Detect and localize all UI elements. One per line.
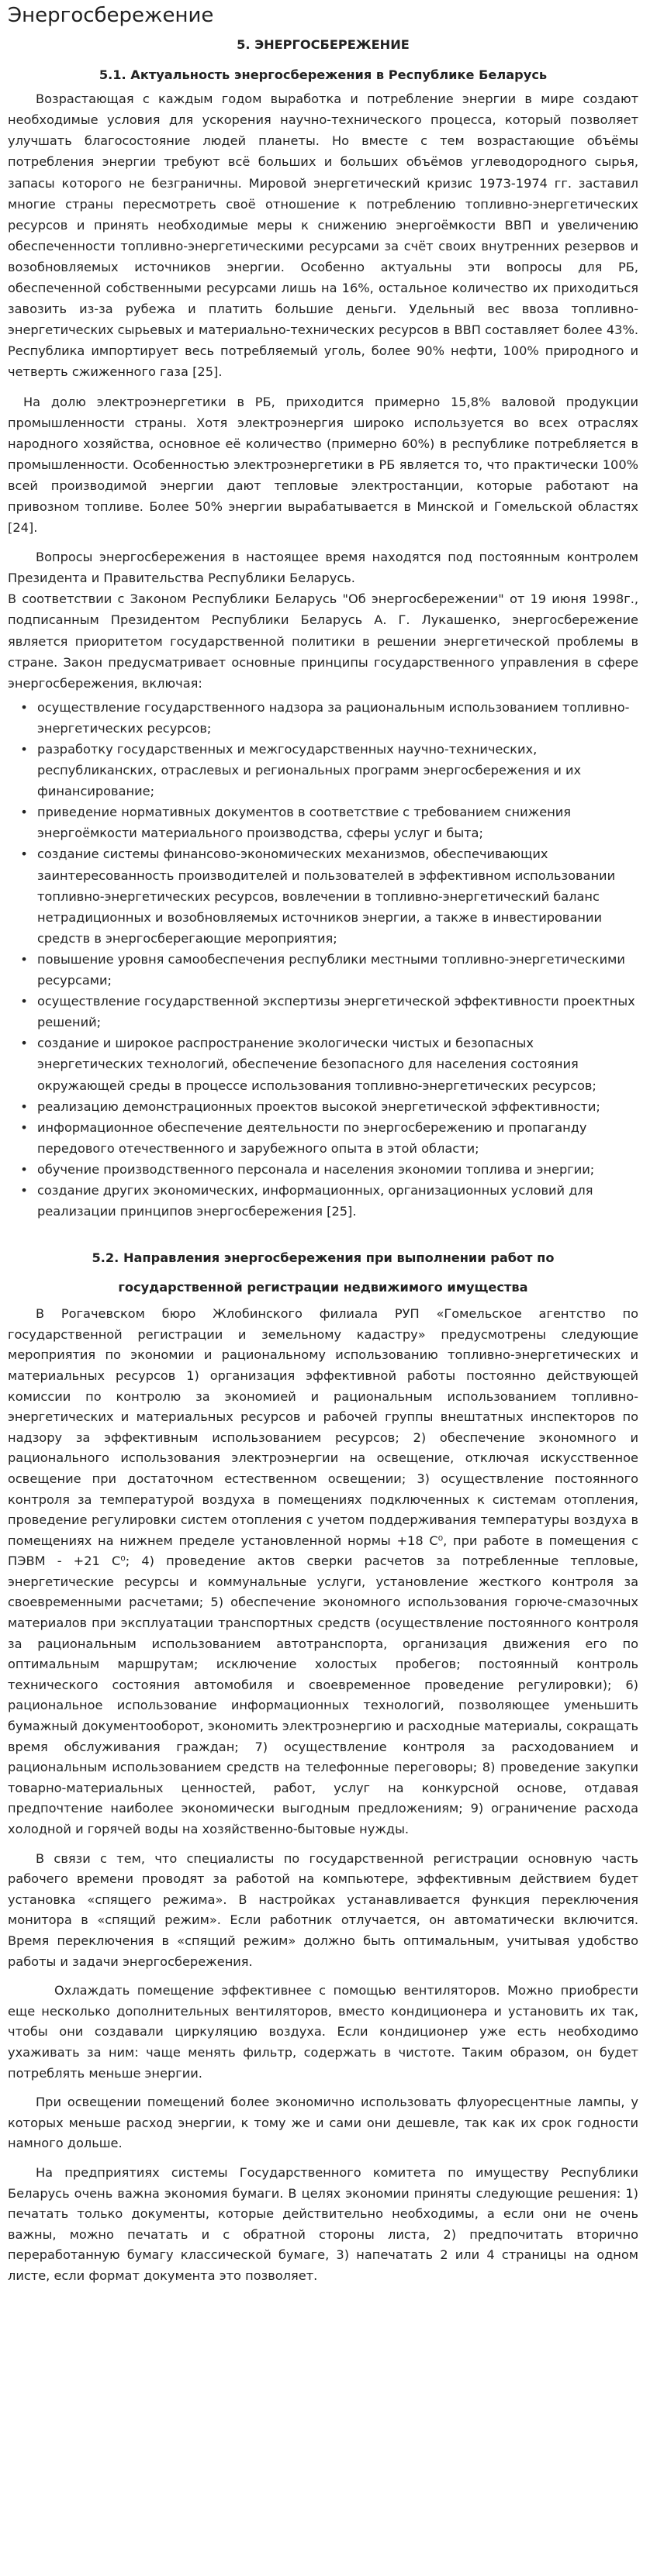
section-2-heading-line-2: государственной регистрации недвижимого имущества (118, 1280, 528, 1295)
paragraph: На долю электроэнергетики в РБ, приходится примерно 15,8% валовой продукции промышленности страны. Хотя электроэнергия широко используется во всех отраслях народного хозяйства, основное её количество (примерно 60%) в республике потребляется в промышленности. Особенностью электроэнергетики в РБ является то, что практически 100% всей производимой энергии дают тепловые электростанции, которые работают на привозном топливе. Более 50% энергии вырабатывается в Минской и Гомельской областях [24]. (8, 394, 638, 536)
section-2-heading (8, 1222, 638, 1304)
list-item: • создание других экономических, информационных, организационных условий для реализации принципов энергосбережения [25]. (37, 1180, 638, 1222)
paragraph: Охлаждать помещение эффективнее с помощью вентиляторов. Можно приобрести еще несколько дополнительных вентиляторов, вместо кондиционера и установить их так, чтобы они создавали циркуляцию воздуха. Если кондиционер уже есть необходимо ухаживать за ним: чаще менять фильтр, содержать в чистоте. Таким образом, он будет потреблять меньше энергии. (8, 1983, 638, 2081)
bullet-icon: • (20, 1036, 28, 1051)
paragraph: В соответствии с Законом Республики Беларусь "Об энергосбережении" от 19 июня 1998г., подписанным Президентом Республики Беларусь А. Г. Лукашенко, энергосбережение является приоритетом государственной политики в решении энергетической проблемы в стране. Закон предусматривает основные принципы государственного управления в сфере энергосбережения, включая: (8, 591, 638, 691)
list-item: • реализацию демонстрационных проектов высокой энергетической эффективности; (37, 1096, 638, 1117)
list-item: • разработку государственных и межгосударственных научно-технических, республиканских, отраслевых и региональных программ энергосбережения и их финансирование; (37, 739, 638, 802)
bullet-icon: • (20, 994, 28, 1009)
paragraph: На предприятиях системы Государственного комитета по имуществу Республики Беларусь очень важна экономия бумаги. В целях экономии приняты следующие решения: 1) печатать только документы, которые действительно необходимы, а если они не очень важны, можно печатать и с обратной стороны листа, 2) предпочитать вторично переработанную бумагу классической бумаге, 3) напечатать 2 или 4 страницы на одном листе, если формат документа это позволяет. (8, 2164, 638, 2283)
bullet-icon: • (20, 1182, 28, 1198)
list-item: • создание системы финансово-экономических механизмов, обеспечивающих заинтересованность производителей и пользователей в эффективном использовании топливно-энергетических ресурсов, вовлечении в топливно-энергетический баланс нетрадиционных и возобновляемых источников энергии, а также в инвестировании средств в энергосберегающие мероприятия; (37, 843, 638, 948)
section-2-heading-line-1: 5.2. Направления энергосбережения при выполнении работ по (92, 1250, 555, 1266)
bullet-icon: • (20, 1119, 28, 1135)
paragraph: При освещении помещений более экономично использовать флуоресцентные лампы, у которых меньше расход энергии, к тому же и сами они дешевле, так как их срок годности намного дольше. (8, 2095, 638, 2151)
paragraph: В Рогачевском бюро Жлобинского филиала РУП «Гомельское агентство по государственной регистрации и земельному кадастру» предусмотрены следующие мероприятия по экономии и рациональному использованию топливно-энергетических и материальных ресурсов 1) организация эффективной работы постоянно действующей комиссии по контролю за экономией и рациональным использованием топливно-энергетических и материальных ресурсов и рабочей группы внештатных инспекторов по надзору за эффективным использованием ресурсов; 2) обеспечение экономного и рационального использования электроэнергии на освещение, отключая искусственное освещение при достаточном естественном освещении; 3) осуществление постоянного контроля за температурой воздуха в помещениях подключенных к системам отопления, проведение регулировки систем отопления с учетом поддерживания температуры воздуха в помещениях на нижнем пределе установленной нормы +18 С⁰, при работе в помещения с ПЭВМ - +21 С⁰; 4) проведение актов сверки расчетов за потребленные тепловые, энергетические ресурсы и коммунальные услуги, установление жесткого контроля за своевременными расчетами; 5) обеспечение экономного использования горюче-смазочных материалов при эксплуатации транспортных средств (осуществление постоянного контроля за рациональным использованием автотранспорта, организация движения его по оптимальным маршрутам; исключение холостых пробегов; постоянный контроль технического состояния автомобиля и своевременное проведение регулировки); 6) рациональное использование информационных технологий, позволяющее уменьшить бумажный документооборот, экономить электроэнергию и расходные материалы, сокращать время обслуживания граждан; 7) осуществление контроля за расходованием и рациональным использованием средств на телефонные переговоры; 8) проведение закупки товарно-материальных ценностей, работ, услуг на конкурсной основе, отдавая предпочтение наиболее экономически выгодным предложениям; 9) ограничение расхода холодной и горячей воды на хозяйственно-бытовые нужды. (8, 1306, 638, 1836)
paragraph: Возрастающая с каждым годом выработка и потребление энергии в мире создают необходимые условия для ускорения научно-технического процесса, который позволяет улучшать благосостояние людей планеты. Но вместе с тем возрастающие объёмы потребления энергии требуют всё больших и больших объёмов углеводородного сырья, запасы которого не безграничны. Мировой энергетический кризис 1973-1974 гг. заставил многие страны пересмотреть своё отношение к потреблению топливно-энергетических ресурсов и принять необходимые меры к снижению энергоёмкости ВВП и увеличению обеспеченности топливно-энергетическими ресурсами за счёт своих внутренних резервов и возобновляемых источников энергии. Особенно актуальны эти вопросы для РБ, обеспеченной собственными ресурсами лишь на 16%, остальное количество их приходиться завозить из-за рубежа и платить большие деньги. Удельный вес ввоза топливно-энергетических сырьевых и материально-технических ресурсов в ВВП составляет более 43%. Республика импортирует весь потребляемый уголь, более 90% нефти, 100% природного и четверть сжиженного газа [25]. (8, 91, 638, 380)
section-1-heading: 5.1. Актуальность энергосбережения в Республике Беларусь (99, 67, 548, 83)
section-2-body (8, 1304, 638, 2286)
list-item: • приведение нормативных документов в соответствие с требованием снижения энергоёмкости материального производства, сферы услуг и быта; (37, 802, 638, 843)
bullet-icon: • (20, 699, 28, 715)
bullet-icon: • (20, 1161, 28, 1177)
list-item: • осуществление государственной экспертизы энергетической эффективности проектных решений; (37, 991, 638, 1033)
bullet-icon: • (20, 951, 28, 967)
principles-list (8, 697, 638, 1222)
bullet-icon: • (20, 1098, 28, 1114)
list-item: • создание и широкое распространение экологически чистых и безопасных энергетических технологий, обеспечение безопасного для населения состояния окружающей среды в процессе использования топливно-энергетических ресурсов; (37, 1033, 638, 1095)
list-item: • осуществление государственного надзора за рациональным использованием топливно-энергетических ресурсов; (37, 697, 638, 739)
bullet-icon: • (20, 805, 28, 820)
bullet-icon: • (20, 847, 28, 862)
list-item: • повышение уровня самообеспечения республики местными топливно-энергетическими ресурсами; (37, 949, 638, 991)
paragraph: Вопросы энергосбережения в настоящее время находятся под постоянным контролем Президента и Правительства Республики Беларусь. (8, 550, 638, 586)
list-item: • информационное обеспечение деятельности по энергосбережению и пропаганду передового отечественного и зарубежного опыта в этой области; (37, 1117, 638, 1159)
bullet-icon: • (20, 742, 28, 757)
list-item: • обучение производственного персонала и населения экономии топлива и энергии; (37, 1159, 638, 1180)
page-title: Энергосбережение (8, 4, 214, 27)
paragraph: В связи с тем, что специалисты по государственной регистрации основную часть рабочего времени проводят за работой на компьютере, эффективным действием будет установка «спящего режима». В настройках устанавливается функция переключения монитора в «спящий режим». Если работник отлучается, он автоматически включится. Время переключения в «спящий режим» должно быть оптимальным, учитывая удобство работы и задачи энергосбережения. (8, 1850, 638, 1969)
chapter-heading: 5. ЭНЕРГОСБЕРЕЖЕНИЕ (237, 37, 410, 52)
